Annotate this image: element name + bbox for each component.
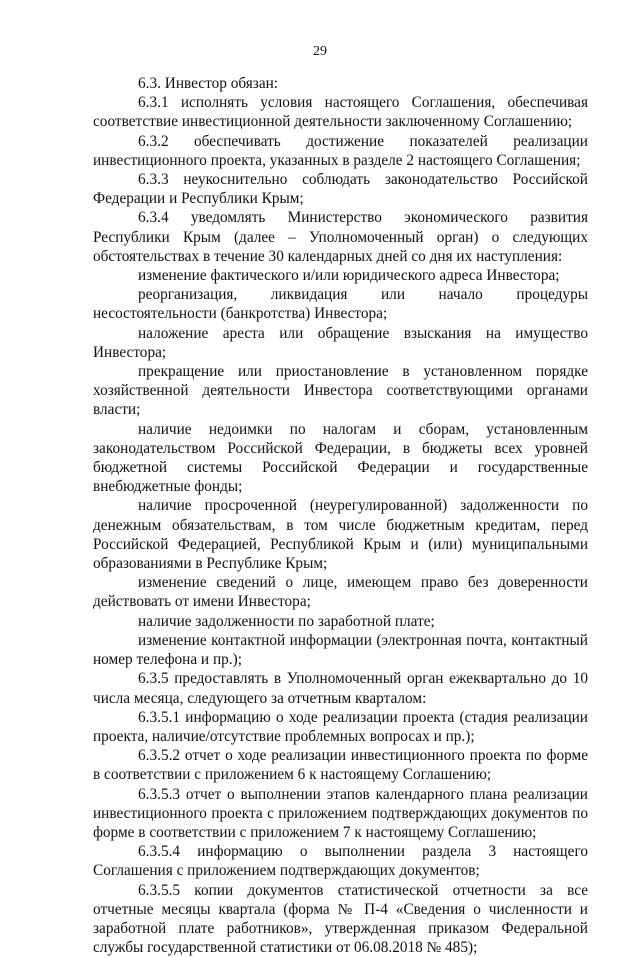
paragraph-6-3-3: 6.3.3 неукоснительно соблюдать законодательство Российской Федерации и Республики Крым; <box>93 171 588 208</box>
list-item-authorized-person: изменение сведений о лице, имеющем право без доверенности действовать от имени Инвестора; <box>93 574 588 611</box>
list-item-reorganization: реорганизация, ликвидация или начало процедуры несостоятельности (банкротства) Инвестора; <box>93 286 588 323</box>
paragraph-6-3-1: 6.3.1 исполнять условия настоящего Соглашения, обеспечивая соответствие инвестиционной деятельности заключенному Соглашению; <box>93 94 588 131</box>
list-item-address-change: изменение фактического и/или юридического адреса Инвестора; <box>138 267 560 285</box>
page-number: 29 <box>313 44 327 59</box>
list-item-overdue-debt: наличие просроченной (неурегулированной) задолженности по денежным обязательствам, в том числе бюджетным кредитам, перед Российской Федерацией, Республикой Крым и (или) муниципальными образованиями в Республике Крым; <box>93 497 588 573</box>
paragraph-6-3: 6.3. Инвестор обязан: <box>138 75 279 92</box>
paragraph-6-3-5-1: 6.3.5.1 информацию о ходе реализации проекта (стадия реализации проекта, наличие/отсутствие проблемных вопросах и пр.); <box>93 708 588 745</box>
paragraph-6-3-5-2: 6.3.5.2 отчет о ходе реализации инвестиционного проекта по форме в соответствии с приложением 6 к настоящему Соглашению; <box>93 747 588 784</box>
paragraph-6-3-2: 6.3.2 обеспечивать достижение показателей реализации инвестиционного проекта, указанных в разделе 2 настоящего Соглашения; <box>93 132 588 169</box>
document-body <box>93 74 588 957</box>
list-item-tax-arrears: наличие недоимки по налогам и сборам, установленным законодательством Российской Федерации, в бюджеты всех уровней бюджетной системы Российской Федерации и государственные внебюджетные фонды; <box>93 420 588 496</box>
list-item-suspension: прекращение или приостановление в установленном порядке хозяйственной деятельности Инвестора соответствующими органами власти; <box>93 363 588 419</box>
paragraph-6-3-5-4: 6.3.5.4 информацию о выполнении раздела 3 настоящего Соглашения с приложением подтверждающих документов; <box>93 843 588 880</box>
paragraph-6-3-5-3: 6.3.5.3 отчет о выполнении этапов календарного плана реализации инвестиционного проекта с приложением подтверждающих документов по форме в соответствии с приложением 7 к настоящему Соглашению; <box>93 785 588 841</box>
list-item-wage-debt: наличие задолженности по заработной плате; <box>138 612 435 630</box>
list-item-contact-change: изменение контактной информации (электронная почта, контактный номер телефона и пр.); <box>93 631 588 669</box>
paragraph-6-3-4: 6.3.4 уведомлять Министерство экономического развития Республики Крым (далее – Уполномоченный орган) о следующих обстоятельствах в течение 30 календарных дней со дня их наступления: <box>93 209 588 265</box>
paragraph-6-3-5-5: 6.3.5.5 копии документов статистической отчетности за все отчетные месяцы квартала (форма № П-4 «Сведения о численности и заработной плате работников», утвержденная приказом Федеральной службы государственной статистики от 06.08.2018 № 485); <box>93 881 588 957</box>
list-item-arrest: наложение ареста или обращение взыскания на имущество Инвестора; <box>93 324 588 361</box>
paragraph-6-3-5: 6.3.5 предоставлять в Уполномоченный орган ежеквартально до 10 числа месяца, следующего за отчетным кварталом: <box>93 670 588 707</box>
